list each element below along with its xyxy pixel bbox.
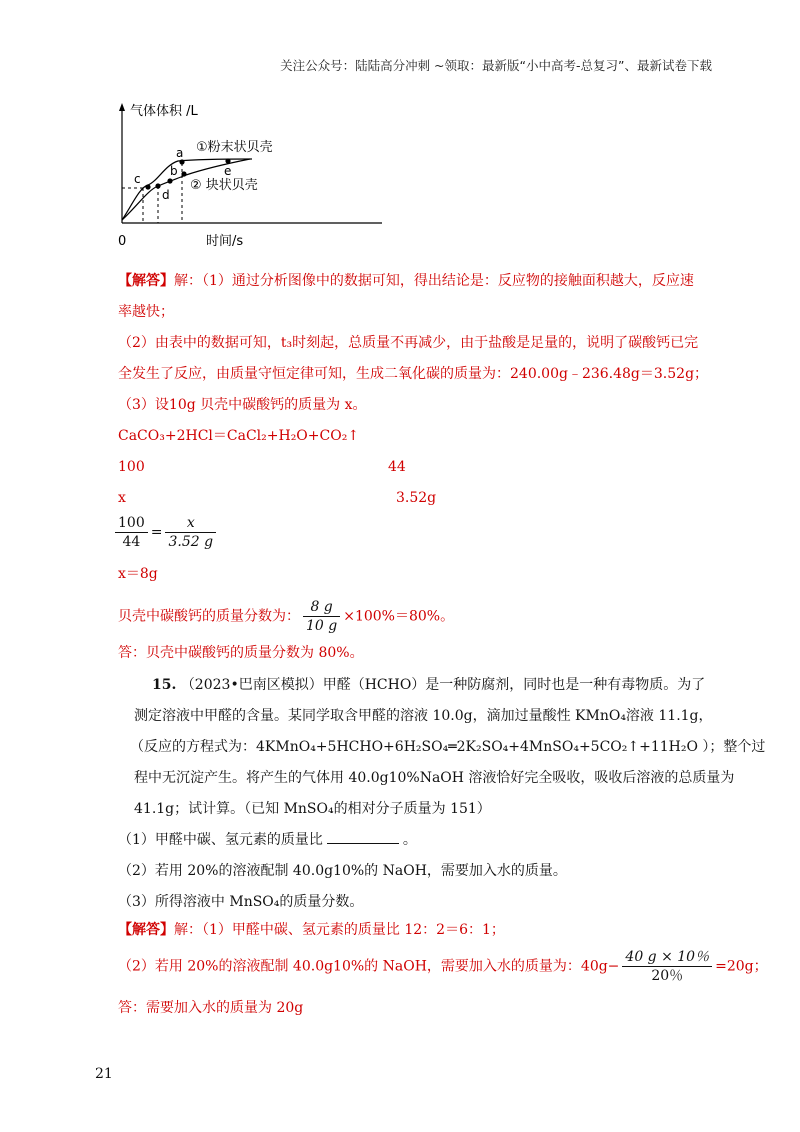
answer2-suffix: =20g； <box>715 958 768 975</box>
point-b2 <box>181 171 186 176</box>
q15-sub1-text: （1）甲醛中碳、氢元素的质量比 <box>118 832 323 848</box>
answer1-tag: 【解答】 <box>118 273 174 289</box>
point-e <box>225 158 230 163</box>
water-frac-den: 20％ <box>651 968 684 984</box>
label-c: c <box>134 172 141 186</box>
answer2-tag: 【解答】 <box>118 922 174 938</box>
ratio-44: 44 <box>388 459 406 475</box>
proportion-fraction <box>112 514 219 551</box>
x-axis-label: 时间/s <box>206 234 244 249</box>
q15-line1 <box>152 676 705 694</box>
frac-den-352: 3.52 g <box>168 534 214 550</box>
frac-num-100: 100 <box>115 514 148 533</box>
answer2-line1 <box>118 921 505 939</box>
point-d <box>155 183 160 188</box>
point-c <box>145 184 150 189</box>
answer2-final: 答：需要加入水的质量为 20g <box>118 1000 304 1016</box>
answer1-line3: （2）由表中的数据可知，t₃时刻起，总质量不再减少，由于盐酸是足量的，说明了碳酸钙已完 <box>118 335 699 351</box>
mass-fraction-line <box>118 598 454 635</box>
x-result: x＝8g <box>118 566 158 582</box>
frac-num-x: x <box>165 514 216 533</box>
point-b <box>167 178 172 183</box>
ratio-352: 3.52g <box>396 490 437 506</box>
answer1-text1: 解：（1）通过分析图像中的数据可知，得出结论是：反应物的接触面积越大，反应速 <box>174 273 694 289</box>
q15-number: 15. <box>152 677 177 693</box>
page-number: 21 <box>95 1066 113 1082</box>
frac-den-44: 44 <box>122 534 141 550</box>
answer1-line5: （3）设10g 贝壳中碳酸钙的质量为 x。 <box>118 397 367 413</box>
q15-line3: （反应的方程式为：4KMnO₄+5HCHO+6H₂SO₄═2K₂SO₄+4MnSO₄+5CO₂↑+11H₂O ）；整个过 <box>130 739 766 755</box>
label-curve-block: ② 块状贝壳 <box>190 178 258 193</box>
label-d: d <box>162 188 170 202</box>
point-a <box>179 159 184 164</box>
q15-sub2: （2）若用 20%的溶液配制 40.0g10%的 NaOH，需要加入水的质量。 <box>118 863 567 879</box>
q15-text1: （2023•巴南区模拟）甲醛（HCHO）是一种防腐剂，同时也是一种有毒物质。为了 <box>180 677 706 693</box>
gas-volume-graph <box>110 95 410 255</box>
q15-sub1-end: 。 <box>402 832 417 848</box>
y-axis-arrow <box>119 103 125 111</box>
answer1-line4: 全发生了反应，由质量守恒定律可知，生成二氧化碳的质量为：240.00g﹣236.48g＝3.52g； <box>118 366 709 382</box>
ratio-100: 100 <box>118 459 145 475</box>
label-a: a <box>176 146 184 160</box>
y-axis-label: 气体体积 /L <box>130 104 198 119</box>
answer1-final: 答：贝壳中碳酸钙的质量分数为 80%。 <box>118 645 364 661</box>
ratio-x: x <box>118 490 126 506</box>
water-frac-num: 40 g × 10％ <box>622 948 712 967</box>
answer2-text1: 解：（1）甲醛中碳、氢元素的质量比 12：2＝6：1； <box>174 922 505 938</box>
page-header: 关注公众号：陆陆高分冲刺 ~领取：最新版“小中高考-总复习”、最新试卷下载 <box>280 58 712 73</box>
label-e: e <box>224 164 232 178</box>
answer1-line2: 率越快； <box>118 304 174 320</box>
q15-line4: 程中无沉淀产生。将产生的气体用 40.0g10%NaOH 溶液恰好完全吸收，吸收后溶液的总质量为 <box>134 770 735 786</box>
label-curve-powder: ①粉末状贝壳 <box>196 140 273 155</box>
mass-fraction-suffix: ×100%＝80%。 <box>343 608 455 625</box>
pct-den: 10 g <box>306 618 338 634</box>
label-b: b <box>170 164 178 178</box>
frac-equals: = <box>150 524 163 541</box>
chemical-equation-1: CaCO₃+2HCl＝CaCl₂+H₂O+CO₂↑ <box>118 428 360 444</box>
origin-label: 0 <box>118 234 127 249</box>
q15-line2: 测定溶液中甲醛的含量。某同学取含甲醛的溶液 10.0g，滴加过量酸性 KMnO₄溶液 11.1g， <box>134 708 713 724</box>
q15-sub1 <box>118 831 417 849</box>
q15-sub3: （3）所得溶液中 MnSO₄的质量分数。 <box>118 894 364 910</box>
mass-fraction-prefix: 贝壳中碳酸钙的质量分数为： <box>118 608 300 625</box>
q15-line5: 41.1g；试计算。（已知 MnSO₄的相对分子质量为 151） <box>134 801 491 817</box>
gas-volume-figure <box>110 95 410 255</box>
answer2-prefix: （2）若用 20%的溶液配制 40.0g10%的 NaOH，需要加入水的质量为：40g− <box>118 958 620 975</box>
answer2-line2 <box>118 948 768 985</box>
pct-num: 8 g <box>303 598 340 617</box>
answer-blank[interactable] <box>327 831 399 844</box>
answer1-line1 <box>118 272 694 290</box>
